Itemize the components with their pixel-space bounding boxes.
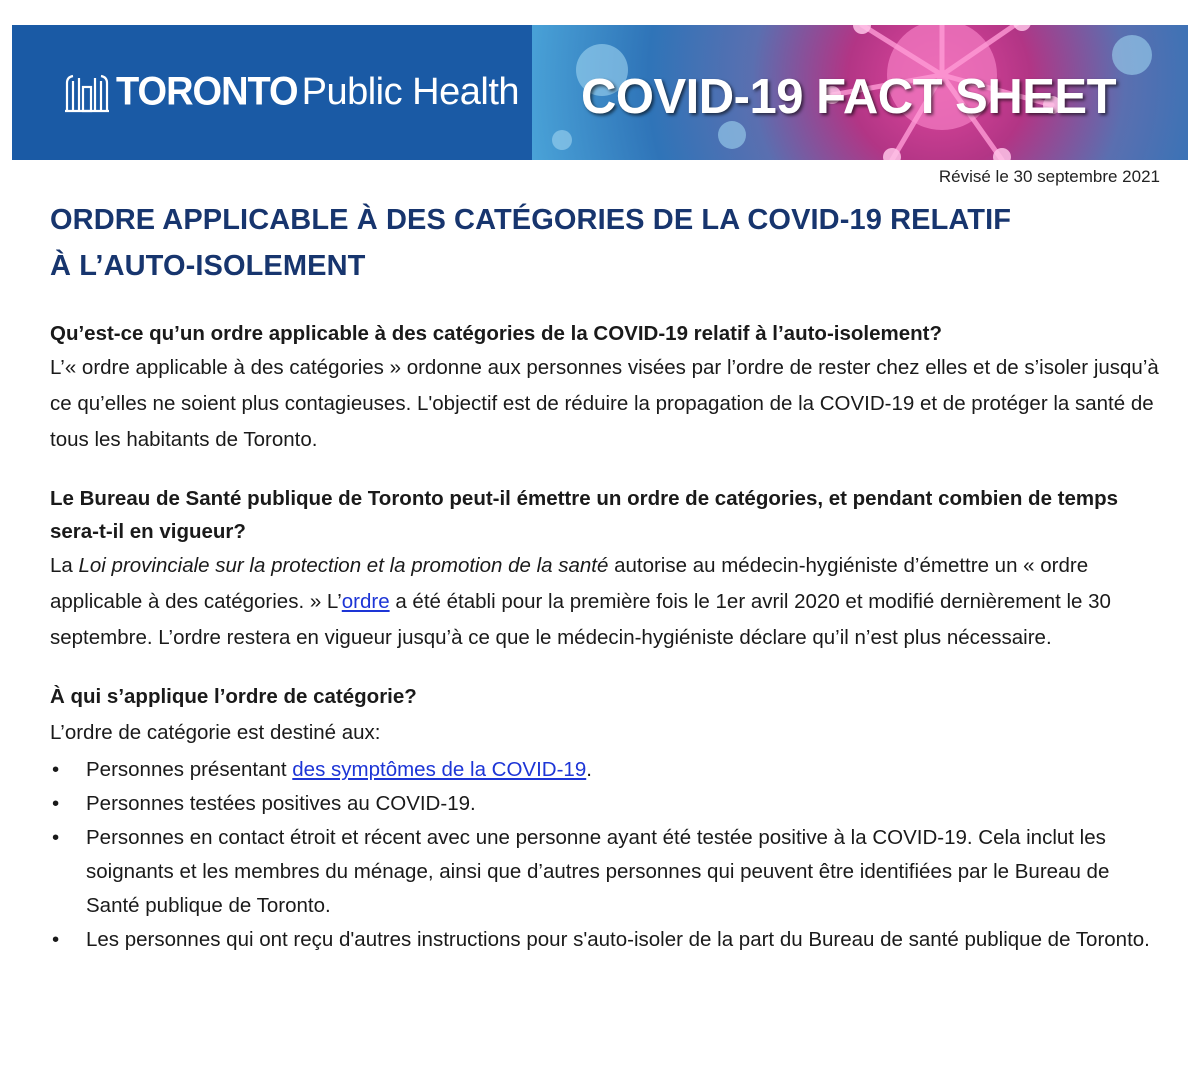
item-1-text: Personnes présentant	[86, 758, 293, 781]
symptoms-link[interactable]: des symptômes de la COVID-19	[292, 758, 587, 781]
s2-text-a: La	[50, 554, 79, 577]
brand-toronto: TORONTO	[116, 69, 298, 115]
bullet-icon: •	[52, 758, 60, 781]
bullet-icon: •	[52, 792, 60, 815]
title-line-2: À L’AUTO-ISOLEMENT	[50, 250, 366, 282]
s2-text-b: autorise au médecin-hygiéniste d’émettre un « ordre applicable à des catégories. » L’	[50, 554, 1089, 613]
bullet-icon: •	[52, 928, 60, 951]
section-2-body	[50, 548, 1160, 656]
section-3-heading: À qui s’applique l’ordre de catégorie?	[50, 685, 417, 708]
audience-list	[50, 753, 1160, 957]
law-title: Loi provinciale sur la protection et la promotion de la santé	[78, 554, 609, 577]
section-3-intro: L’ordre de catégorie est destiné aux:	[50, 721, 381, 744]
item-4-text: Les personnes qui ont reçu d'autres instructions pour s'auto-isoler de la part du Bureau de santé publique de Toronto.	[86, 928, 1150, 951]
brand-area	[12, 25, 532, 160]
item-1-period: .	[586, 758, 592, 781]
brand-public-health: Public Health	[301, 71, 520, 113]
list-item	[50, 753, 1160, 787]
city-hall-logo-icon	[64, 73, 110, 113]
header-banner	[12, 25, 1188, 160]
item-2-text: Personnes testées positives au COVID-19.	[86, 792, 476, 815]
document-content	[50, 197, 1160, 957]
virus-image	[532, 25, 1188, 160]
s2-text-c: a été établi pour la première fois le 1er avril 2020 et modifié dernièrement le 30 septembre. L’ordre restera en vigueur jusqu’à ce que le médecin-hygiéniste déclare qu’il n’est plus nécessaire.	[50, 590, 1111, 649]
fact-sheet-title: COVID-19 FACT SHEET	[580, 70, 1116, 124]
document-title	[50, 197, 1160, 289]
ordre-link[interactable]: ordre	[341, 590, 390, 613]
section-1-body: L’« ordre applicable à des catégories » ordonne aux personnes visées par l’ordre de rester chez elles et de s’isoler jusqu’à ce qu’elles ne soient plus contagieuses. L'objectif est de réduire la propagation de la COVID-19 et de protéger la santé de tous les habitants de Toronto.	[50, 356, 1159, 451]
list-item	[50, 787, 1160, 821]
title-line-1: ORDRE APPLICABLE À DES CATÉGORIES DE LA COVID-19 RELATIF	[50, 204, 1012, 236]
revised-date: Révisé le 30 septembre 2021	[938, 167, 1160, 186]
list-item	[50, 923, 1160, 957]
bullet-icon: •	[52, 826, 60, 849]
list-item	[50, 821, 1160, 923]
item-3-text: Personnes en contact étroit et récent avec une personne ayant été testée positive à la COVID-19. Cela inclut les soignants et les membres du ménage, ainsi que d’autres personnes qui peuvent être identifiées par le Bureau de Santé publique de Toronto.	[86, 826, 1110, 917]
section-1-heading: Qu’est-ce qu’un ordre applicable à des catégories de la COVID-19 relatif à l’auto-isolement?	[50, 322, 942, 345]
section-2-heading: Le Bureau de Santé publique de Toronto peut-il émettre un ordre de catégories, et pendant combien de temps sera-t-il en vigueur?	[50, 487, 1119, 543]
